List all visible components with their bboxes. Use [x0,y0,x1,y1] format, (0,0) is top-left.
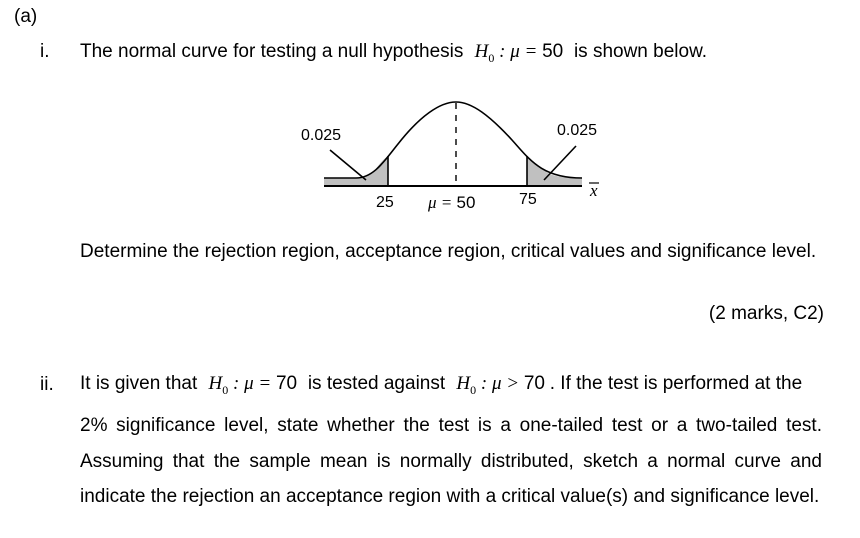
part-i-marks: (2 marks, C2) [708,303,824,324]
part-ii-null-hypothesis [208,373,302,397]
part-i-number: i. [40,41,50,62]
right-critical-value-label: 75 [519,191,537,208]
section-label: (a) [14,6,38,27]
mean-label [428,193,475,213]
alt-h-subscript: 0 [470,383,477,397]
part-ii-number: ii. [40,374,54,395]
right-rejection-region [527,156,582,186]
alt-h-relation: : μ > [480,373,524,394]
null-h-value: 70 [275,373,298,394]
part-ii-text-1: It is given that [80,373,198,394]
part-i-instruction: Determine the rejection region, acceptance region, critical values and significance level. [80,241,817,262]
part-i-lead-text: The normal curve for testing a null hypothesis [80,41,464,62]
hypothesis-value: 50 [542,41,564,62]
alt-h-symbol: H [456,373,471,394]
bell-curve [324,102,582,178]
left-tail-pointer [330,150,366,180]
part-ii-body: 2% significance level, state whether the test is a one-tailed test or a two-tailed test. Assuming that the sample mean is normally distributed, sketch a normal curve and indicate the rejection an acceptance region with a critical value(s) and significance level. [80,415,822,507]
null-h-symbol: H [208,373,223,394]
mean-symbol: μ = [428,193,457,212]
hypothesis-relation: : μ = [499,41,543,62]
alt-h-value: 70 [523,373,545,394]
part-ii-text-2: is tested against [307,373,446,394]
hypothesis-subscript: 0 [488,51,495,65]
part-ii-alt-hypothesis [456,373,549,397]
mean-value: 50 [456,193,476,212]
left-tail-area-label: 0.025 [301,127,342,144]
part-i-trail-text: is shown below. [573,41,708,62]
null-h-relation: : μ = [233,373,276,394]
hypothesis-symbol: H [474,41,489,62]
axis-label: x [590,181,598,200]
null-h-subscript: 0 [222,383,229,397]
part-ii-first-line [80,373,802,398]
part-ii-text-3: . If the test is performed at the [549,373,803,394]
right-tail-area-label: 0.025 [557,122,598,139]
left-critical-value-label: 25 [376,194,394,211]
